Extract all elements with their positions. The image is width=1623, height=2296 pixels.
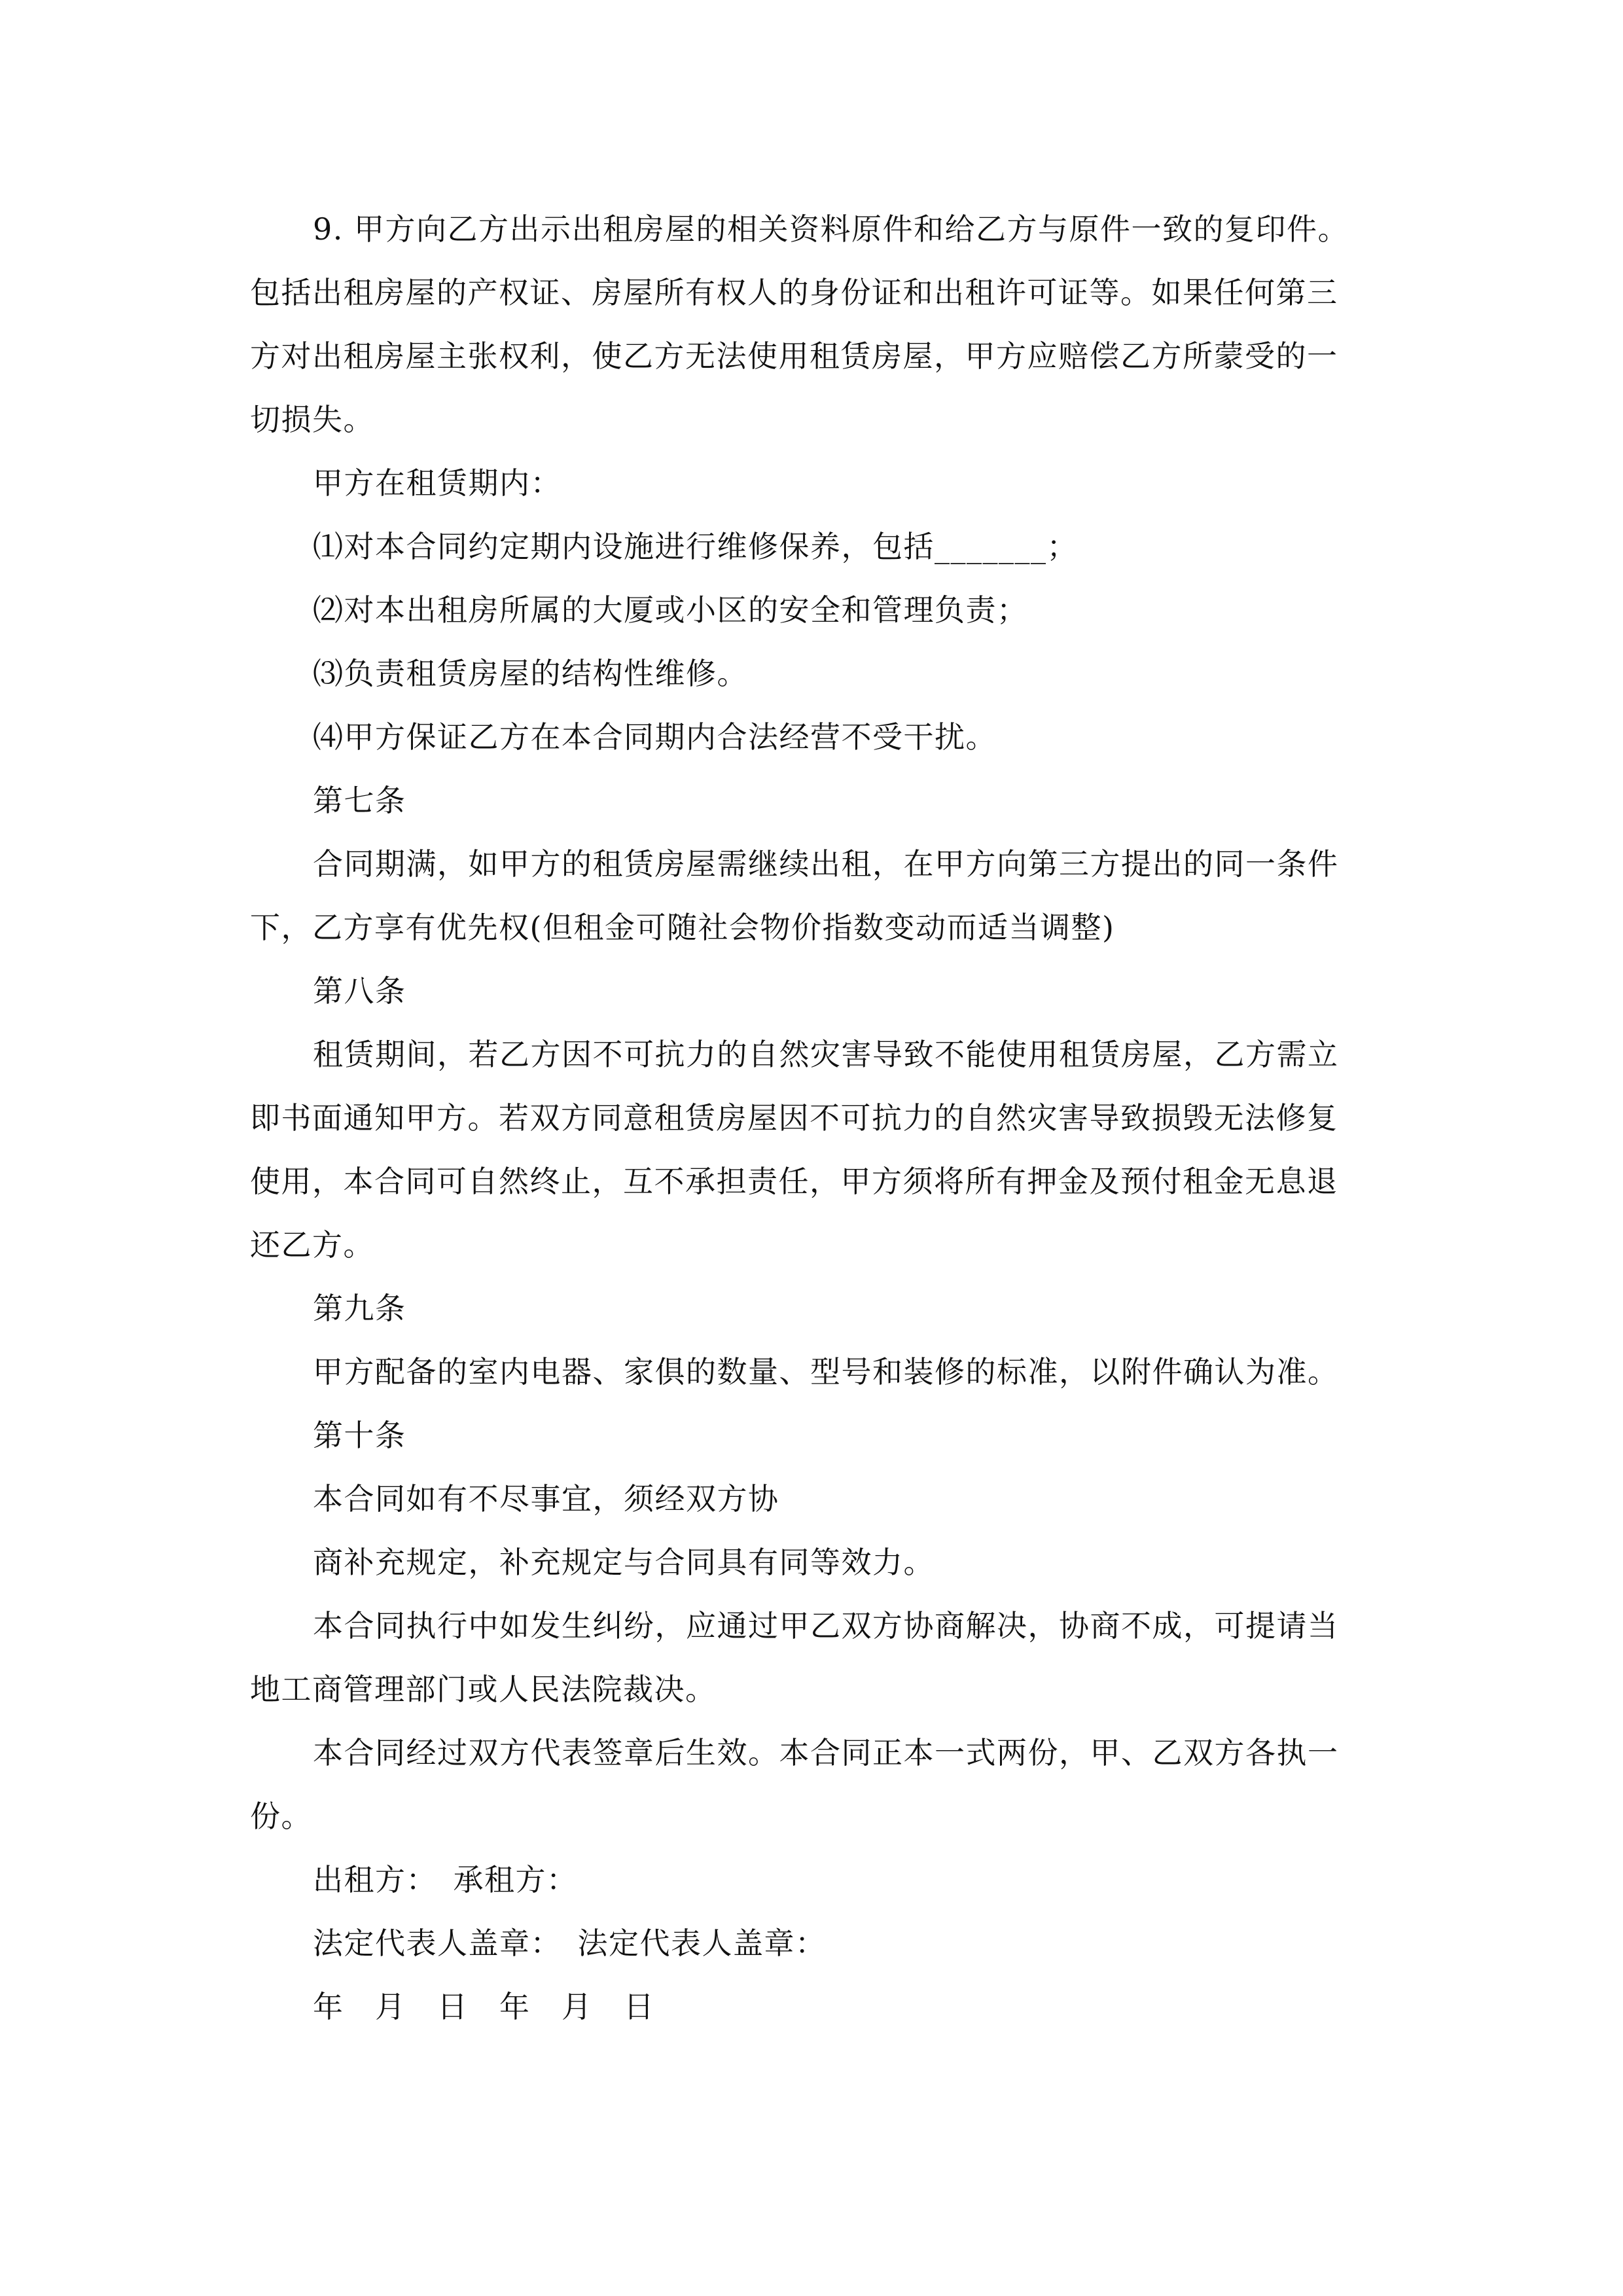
text-line: 合同期满，如甲方的租赁房屋需继续出租，在甲方向第三方提出的同一条件 <box>313 846 1339 882</box>
text-line: 甲方配备的室内电器、家俱的数量、型号和装修的标准，以附件确认为准。 <box>313 1354 1339 1390</box>
text-line: ⑶负责租赁房屋的结构性维修。 <box>313 656 748 691</box>
text-line: ⑵对本出租房所属的大厦或小区的安全和管理负责； <box>313 592 1028 628</box>
text-line: 使用，本合同可自然终止，互不承担责任，甲方须将所有押金及预付租金无息退 <box>250 1164 1338 1199</box>
text-line: 商补充规定，补充规定与合同具有同等效力。 <box>313 1545 935 1580</box>
text-line: 租赁期间，若乙方因不可抗力的自然灾害导致不能使用租赁房屋，乙方需立 <box>313 1037 1339 1072</box>
text-line: 包括出租房屋的产权证、房屋所有权人的身份证和出租许可证等。如果任何第三 <box>250 275 1338 310</box>
text-line: 甲方在租赁期内： <box>313 465 562 501</box>
text-line: 本合同执行中如发生纠纷，应通过甲乙双方协商解决，协商不成，可提请当 <box>313 1608 1339 1643</box>
text-line: 还乙方。 <box>250 1227 374 1263</box>
text-line: 本合同经过双方代表签章后生效。本合同正本一式两份，甲、乙双方各执一 <box>313 1735 1339 1770</box>
text-line: 即书面通知甲方。若双方同意租赁房屋因不可抗力的自然灾害导致损毁无法修复 <box>250 1100 1338 1136</box>
signature-dates: 年 月 日 年 月 日 <box>313 1989 655 2024</box>
text-line: 下，乙方享有优先权(但租金可随社会物价指数变动而适当调整) <box>250 910 1115 945</box>
text-line: 切损失。 <box>250 402 374 437</box>
text-line: 份。 <box>250 1799 312 1834</box>
section-heading: 第九条 <box>313 1291 406 1326</box>
text-line: 方对出租房屋主张权利，使乙方无法使用租赁房屋，甲方应赔偿乙方所蒙受的一 <box>250 338 1338 374</box>
text-line: ⑷甲方保证乙方在本合同期内合法经营不受干扰。 <box>313 719 997 755</box>
section-heading: 第十条 <box>313 1418 406 1453</box>
section-heading: 第七条 <box>313 783 406 818</box>
section-heading: 第八条 <box>313 973 406 1009</box>
text-line: 地工商管理部门或人民法院裁决。 <box>250 1672 717 1707</box>
signature-seals: 法定代表人盖章： 法定代表人盖章： <box>313 1926 827 1961</box>
signature-parties: 出租方： 承租方： <box>313 1862 578 1897</box>
text-line: 本合同如有不尽事宜，须经双方协 <box>313 1481 779 1516</box>
text-line: ⑴对本合同约定期内设施进行维修保养，包括_______； <box>313 529 1078 564</box>
text-line: 9. 甲方向乙方出示出租房屋的相关资料原件和给乙方与原件一致的复印件。 <box>313 211 1349 247</box>
